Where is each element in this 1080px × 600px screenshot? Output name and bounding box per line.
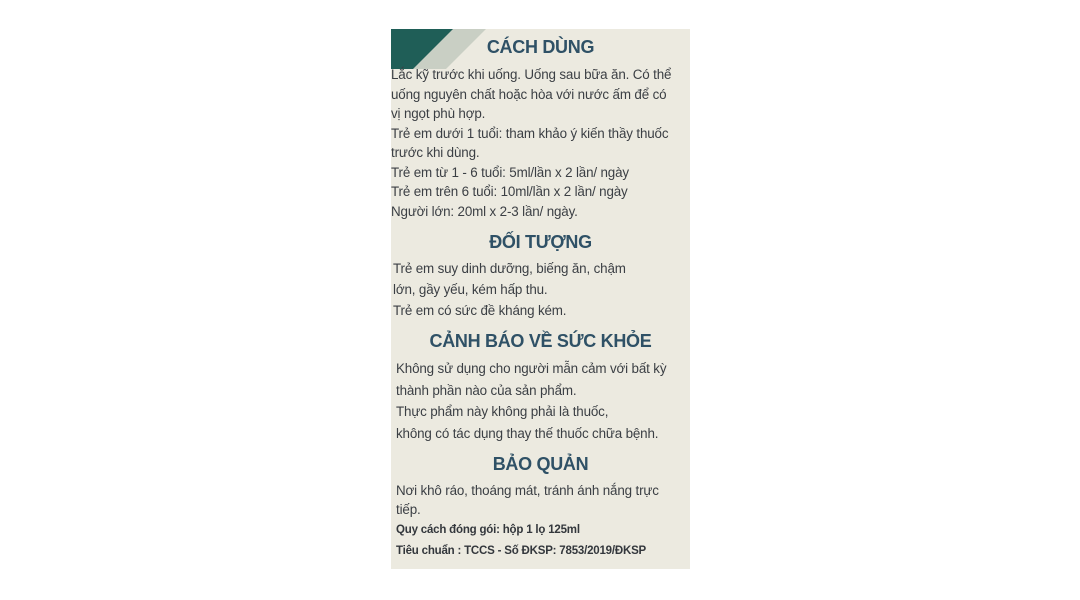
storage-line: tiếp. (396, 502, 421, 517)
target-heading: ĐỐI TƯỢNG (489, 232, 592, 252)
usage-heading: CÁCH DÙNG (486, 37, 595, 57)
warning-line: thành phần nào của sản phẩm. (396, 383, 577, 398)
target-line: Trẻ em có sức đề kháng kém. (393, 303, 567, 318)
usage-line: Người lớn: 20ml x 2-3 lần/ ngày. (391, 204, 578, 219)
target-line: Trẻ em suy dinh dưỡng, biếng ăn, chậm (393, 261, 626, 276)
storage-heading: BẢO QUẢN (492, 454, 589, 474)
product-label-panel (391, 29, 690, 569)
usage-line: uống nguyên chất hoặc hòa với nước ấm để có (391, 87, 667, 102)
warning-line: Không sử dụng cho người mẫn cảm với bất kỳ (396, 361, 667, 376)
standard-spec: Tiêu chuẩn : TCCS - Số ĐKSP: 7853/2019/ĐKSP (396, 545, 647, 557)
usage-line: vị ngọt phù hợp. (391, 106, 486, 121)
target-line: lớn, gầy yếu, kém hấp thu. (393, 282, 548, 297)
usage-line: Trẻ em dưới 1 tuổi: tham khảo ý kiến thầy thuốc (391, 126, 669, 141)
usage-line: Lắc kỹ trước khi uống. Uống sau bữa ăn. Có thể (391, 67, 672, 82)
usage-line: Trẻ em trên 6 tuổi: 10ml/lần x 2 lần/ ngày (391, 184, 628, 199)
warning-line: không có tác dụng thay thế thuốc chữa bệnh. (396, 426, 659, 441)
warning-heading: CẢNH BÁO VỀ SỨC KHỎE (429, 331, 652, 351)
warning-line: Thực phẩm này không phải là thuốc, (396, 404, 609, 419)
storage-line: Nơi khô ráo, thoáng mát, tránh ánh nắng trực (396, 483, 659, 498)
usage-line: trước khi dùng. (391, 145, 480, 160)
packaging-spec: Quy cách đóng gói: hộp 1 lọ 125ml (396, 524, 580, 536)
usage-line: Trẻ em từ 1 - 6 tuổi: 5ml/lần x 2 lần/ ngày (391, 165, 629, 180)
